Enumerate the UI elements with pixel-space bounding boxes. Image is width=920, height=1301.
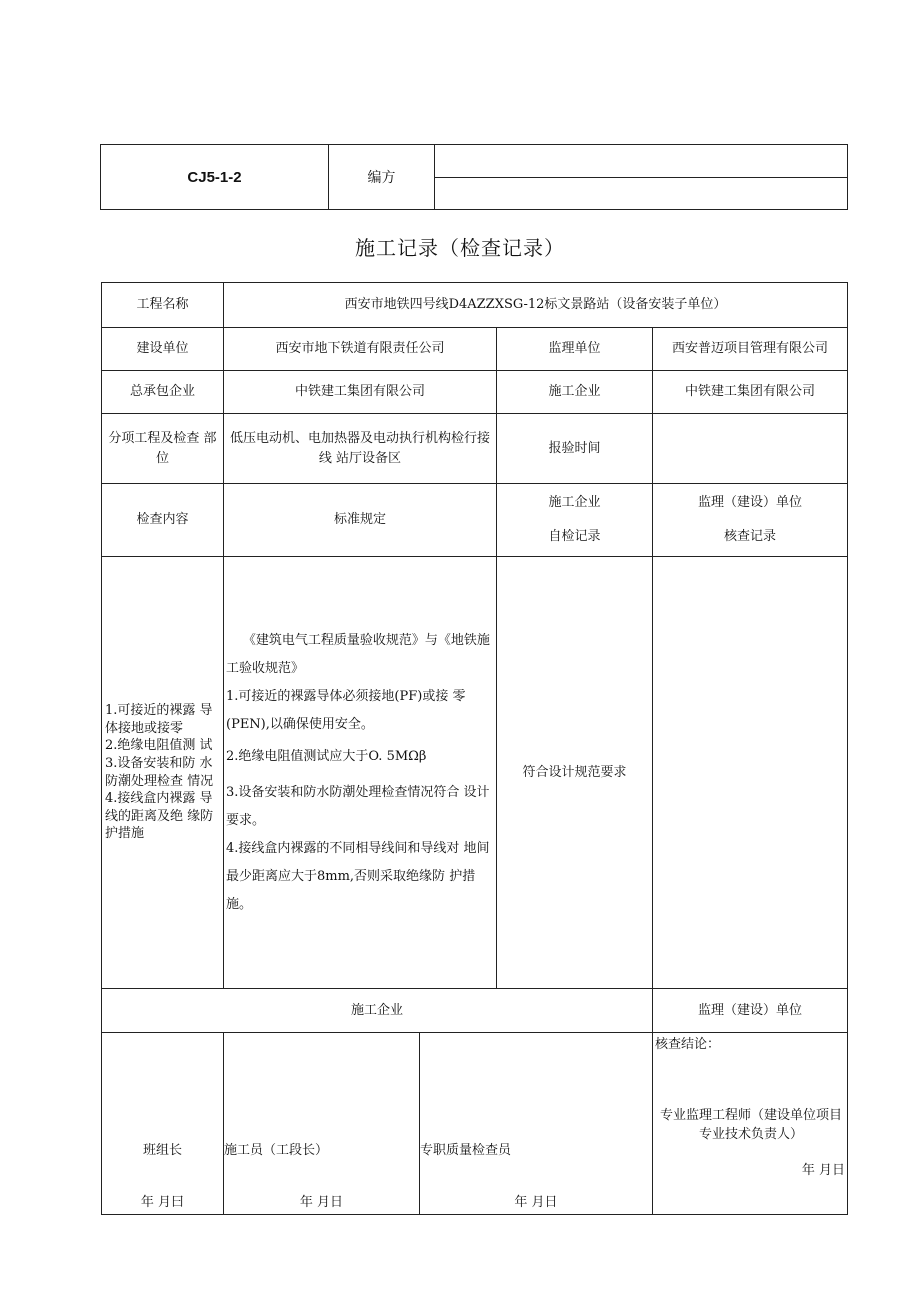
row-check-body [102,557,848,989]
team-leader-date: 年 月曰 [140,1194,185,1210]
constructor-label: 施工员（工段长） [224,1143,329,1158]
header-box [100,144,848,210]
self-check-header [497,484,653,557]
row-builder [102,328,848,371]
sign-supervisor-header: 监理（建设）单位 [653,989,848,1033]
subitem-value: 低压电动机、电加热器及电动执行机构检行接线 站厅设备区 [224,414,497,484]
quality-inspector-cell [420,1033,653,1215]
team-leader-cell [102,1033,224,1215]
team-leader-label: 班组长 [142,1143,182,1158]
standard-header: 标准规定 [224,484,497,557]
form-number-value [435,145,847,209]
content-header: 检查内容 [102,484,224,557]
self-check-header-line-2: 自检记录 [548,529,601,544]
supervisor-label: 监理单位 [497,328,653,371]
form-code: CJ5-1-2 [101,145,329,209]
row-column-headers [102,484,848,557]
check-item: 2.绝缘电阻值测 试 [105,738,213,754]
standard-cell [224,557,497,989]
check-items-cell [102,557,224,989]
review-result [653,557,848,989]
form-number-row-2 [435,178,847,210]
form-number-label: 编方 [329,145,435,209]
quality-inspector-label: 专职质量检查员 [420,1143,512,1158]
supervisor-engineer-label: 专业监理工程师（建设单位项目专业技术负责人） [659,1108,842,1142]
check-item: 1.可接近的裸露 导体接地或接零 [105,703,213,736]
builder-value: 西安市地下铁道有限责任公司 [224,328,497,371]
supervisor-date: 年 月日 [801,1163,845,1178]
check-item: 4.接线盒内裸露 导线的距离及绝 缘防护措施 [105,791,214,842]
builder-label: 建设单位 [102,328,224,371]
supervisor-value: 西安普迈项目管理有限公司 [653,328,848,371]
self-check-result: 符合设计规范要求 [497,557,653,989]
inspection-table [101,282,848,1215]
standard-line: 4.接线盒内裸露的不同相导线间和导线对 地间最少距离应大于8mm,否则采取绝缘防 护措施。 [226,840,490,912]
project-value: 西安市地铁四号线D4AZZXSG-12标文景路站（设备安装子单位） [224,283,848,328]
standard-line: 《建筑电气工程质量验收规范》与《地铁施工验收规范》 [226,632,490,676]
conclusion-label: 核查结论： [655,1037,721,1052]
review-header [653,484,848,557]
quality-inspector-date: 年 月日 [514,1194,558,1210]
constructor-date: 年 月日 [299,1194,344,1210]
row-contractor [102,371,848,414]
construction-company-label: 施工企业 [497,371,653,414]
contractor-label: 总承包企业 [102,371,224,414]
standard-line: 3.设备安装和防水防潮处理检查情况符合 设计要求。 [226,784,490,828]
review-header-line-1: 监理（建设）单位 [697,495,802,510]
sign-construction-header: 施工企业 [102,989,653,1033]
self-check-header-line-1: 施工企业 [548,495,601,510]
inspection-time-value [653,414,848,484]
inspection-time-label: 报验时间 [497,414,653,484]
row-sign-headers [102,989,848,1033]
construction-company-value: 中铁建工集团有限公司 [653,371,848,414]
check-item: 3.设备安装和防 水防潮处理检查 情况 [105,755,214,789]
row-signatures [102,1033,848,1215]
standard-line: 1.可接近的裸露导体必须接地(PF)或接 零(PEN),以确保使用安全。 [226,688,466,732]
project-label: 工程名称 [102,283,224,328]
constructor-cell [224,1033,420,1215]
row-subitem [102,414,848,484]
form-number-row-1 [435,145,847,178]
page-title: 施工记录（检查记录） [355,236,565,260]
standard-line: 2.绝缘电阻值测试应大于O. 5MΩβ [226,748,427,764]
contractor-value: 中铁建工集团有限公司 [224,371,497,414]
row-project [102,283,848,328]
supervisor-conclusion-cell [653,1033,848,1215]
subitem-label: 分项工程及检查 部位 [102,414,224,484]
review-header-line-2: 核查记录 [723,529,776,544]
